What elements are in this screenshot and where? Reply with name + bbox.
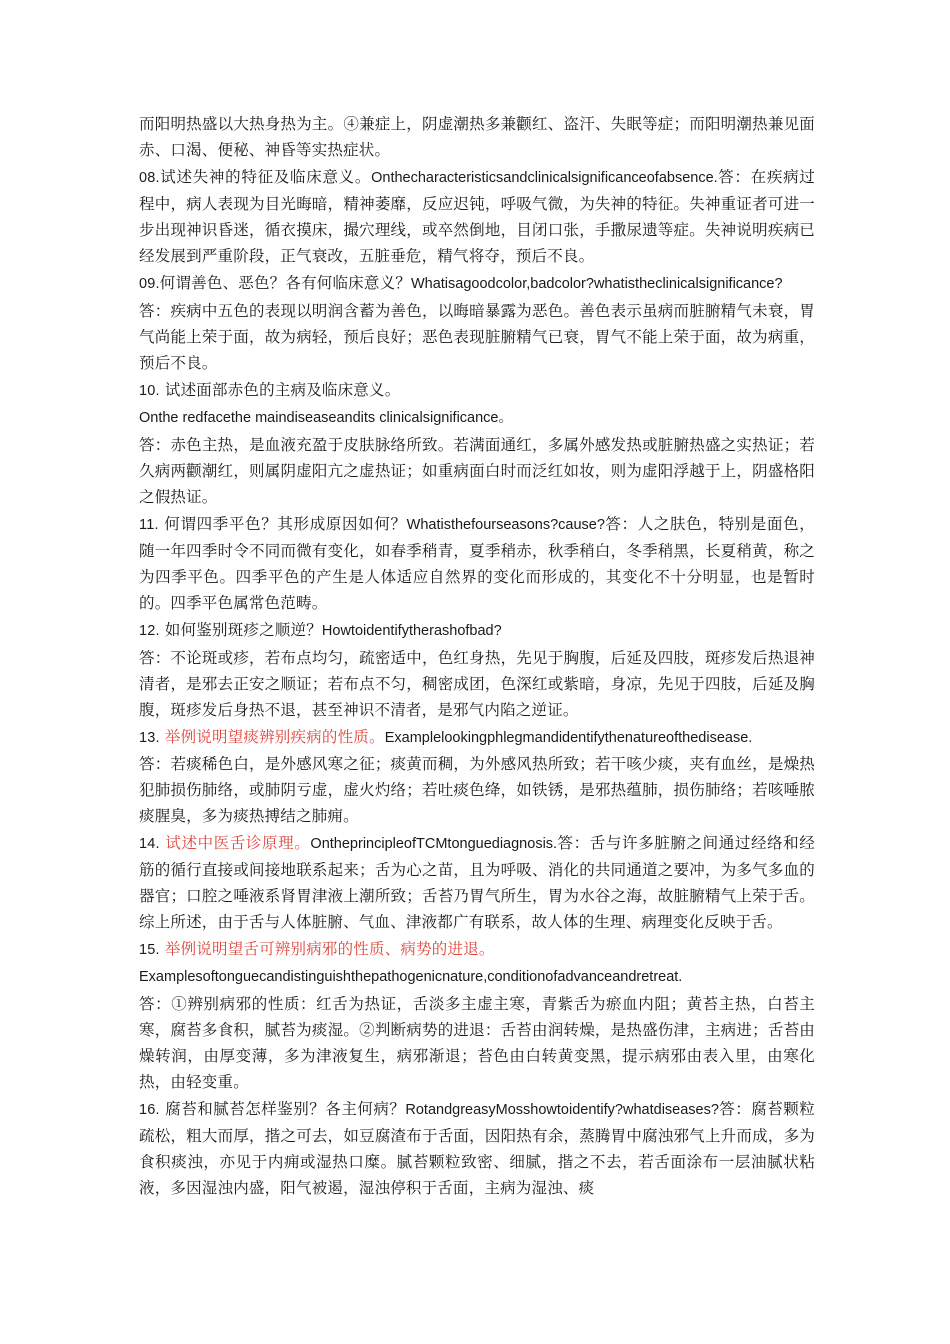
question-15 [139, 936, 815, 990]
answer-text: 答：疾病中五色的表现以明润含蓄为善色，以晦暗暴露为恶色。善色表示虽病而脏腑精气未衰，胃气尚能上荣于面，故为病轻，预后良好；恶色表现脏腑精气已衰，胃气不能上荣于面，故为病重，预后不良。 [139, 302, 815, 372]
answer-text: 答：不论斑或疹，若布点均匀，疏密适中，色红身热，先见于胸腹，后延及四肢，斑疹发后热退神清者，是邪去正安之顺证；若布点不匀，稠密成团，色深红或紫暗，身凉，先见于四肢，后延及胸腹，斑疹发后身热不退，甚至神识不清者，是邪气内陷之逆证。 [139, 649, 815, 719]
answer-10 [139, 432, 815, 510]
answer-text: 答：赤色主热，是血液充盈于皮肤脉络所致。若满面通红，多属外感发热或脏腑热盛之实热证；若久病两颧潮红，则属阴虚阳亢之虚热证；如重病面白时而泛红如妆，则为虚阳浮越于上，阴盛格阳之假热证。 [139, 436, 815, 506]
answer-15 [139, 991, 815, 1095]
question-number: 09. [139, 276, 160, 292]
question-english: Onthecharacteristicsandclinicalsignificanceofabsence. [371, 170, 718, 186]
question-10 [139, 377, 815, 431]
answer-09 [139, 298, 815, 376]
question-text: 何谓善色、恶色？各有何临床意义？ [159, 274, 411, 292]
question-number: 13. [139, 730, 160, 746]
question-text: 何谓四季平色？其形成原因如何？ [164, 515, 407, 533]
question-text-highlighted: 试述中医舌诊原理。 [165, 834, 311, 852]
question-16 [139, 1096, 815, 1201]
question-english: Whatisthefourseasons?cause? [406, 517, 605, 533]
question-number: 12. [139, 623, 160, 639]
question-number: 14. [139, 836, 160, 852]
question-english: OntheprincipleofTCMtonguediagnosis. [310, 836, 558, 852]
question-13 [139, 724, 815, 829]
question-text: 如何鉴别斑疹之顺逆？ [164, 621, 322, 639]
question-number: 15. [139, 942, 160, 958]
answer-text: 答：人之肤色，特别是面色，随一年四季时令不同而微有变化，如春季稍青，夏季稍赤，秋季稍白，冬季稍黑，长夏稍黄，称之为四季平色。四季平色的产生是人体适应自然界的变化而形成的，其变化不十分明显，也是暂时的。四季平色属常色范畴。 [139, 515, 815, 612]
question-number: 16. [139, 1102, 160, 1118]
answer-text: 答：舌与许多脏腑之间通过经络和经筋的循行直接或间接地联系起来；舌为心之苗，且为呼吸、消化的共同通道之要冲，为多气多血的器官；口腔之唾液系肾胃津液上潮所致；舌苔乃胃气所生，胃为水谷之海，故脏腑精气上荣于舌。综上所述，由于舌与人体脏腑、气血、津液都广有联系，故人体的生理、病理变化反映于舌。 [139, 834, 816, 931]
question-number: 08. [139, 170, 160, 186]
question-english: Howtoidentifytherashofbad? [321, 623, 502, 639]
question-text: 腐苔和腻苔怎样鉴别？各主何病？ [165, 1100, 406, 1118]
answer-text: 答：①辨别病邪的性质：红舌为热证，舌淡多主虚主寒，青紫舌为瘀血内阻；黄苔主热，白苔主寒，腐苔多食积，腻苔为痰湿。②判断病势的进退：舌苔由润转燥，是热盛伤津，主病进；舌苔由燥转润，由厚变薄，多为津液复生，病邪渐退；苔色由白转黄变黑，提示病邪由表入里，由寒化热，由轻变重。 [139, 995, 815, 1091]
answer-text: 答：在疾病过程中，病人表现为目光晦暗，精神萎靡，反应迟钝，呼吸气微，为失神的特征。失神重证者可进一步出现神识昏迷，循衣摸床，撮穴理线，或卒然倒地，目闭口张，手撒尿遗等症。失神说明疾病已经发展到严重阶段，正气衰改，五脏垂危，精气将夺，预后不良。 [139, 168, 815, 265]
question-text: 试述失神的特征及临床意义。 [159, 168, 372, 186]
question-08 [139, 164, 815, 269]
question-11 [139, 511, 815, 616]
answer-text: 答：腐苔颗粒疏松，粗大而厚，揩之可去，如豆腐渣布于舌面，因阳热有余，蒸腾胃中腐浊邪气上升而成，多为食积痰浊，亦见于内痈或湿热口糜。腻苔颗粒致密、细腻，揩之不去，若舌面涂布一层油腻状粘液，多因湿浊内盛，阳气被遏，湿浊停积于舌面，主病为湿浊、痰 [139, 1100, 815, 1197]
question-english: Examplelookingphlegmandidentifythenatureofthedisease. [384, 730, 753, 746]
question-text-highlighted: 举例说明望舌可辨别病邪的性质、病势的进退。 [164, 940, 495, 958]
question-text: 试述面部赤色的主病及临床意义。 [164, 381, 401, 399]
question-english: Onthe redfacethe maindiseaseandits clinicalsignificance。 [139, 410, 513, 426]
answer-12 [139, 645, 815, 723]
question-text-highlighted: 举例说明望痰辨别疾病的性质。 [164, 728, 385, 746]
document-page [139, 111, 815, 1202]
question-09 [139, 270, 815, 297]
question-12 [139, 617, 815, 644]
answer-text: 答：若痰稀色白，是外感风寒之征；痰黄而稠，为外感风热所致；若干咳少痰，夹有血丝，是燥热犯肺损伤肺络，或肺阴亏虚，虚火灼络；若吐痰色绛，如铁锈，是邪热蕴肺，损伤肺络；若咳唾脓痰腥臭，多为痰热搏结之肺痈。 [139, 755, 815, 825]
question-english: Examplesoftonguecandistinguishthepathogenicnature,conditionofadvanceandretreat. [139, 969, 683, 985]
intro-paragraph: 而阳明热盛以大热身热为主。④兼症上，阴虚潮热多兼颧红、盗汗、失眠等症；而阳明潮热兼见面赤、口渴、便秘、神昏等实热症状。 [139, 115, 815, 159]
question-number: 11. [139, 517, 159, 533]
question-number: 10. [139, 383, 160, 399]
question-english: Whatisagoodcolor,badcolor?whatistheclinicalsignificance? [410, 276, 783, 292]
question-14 [139, 830, 815, 935]
question-english: RotandgreasyMosshowtoidentify?whatdiseases? [405, 1102, 719, 1118]
